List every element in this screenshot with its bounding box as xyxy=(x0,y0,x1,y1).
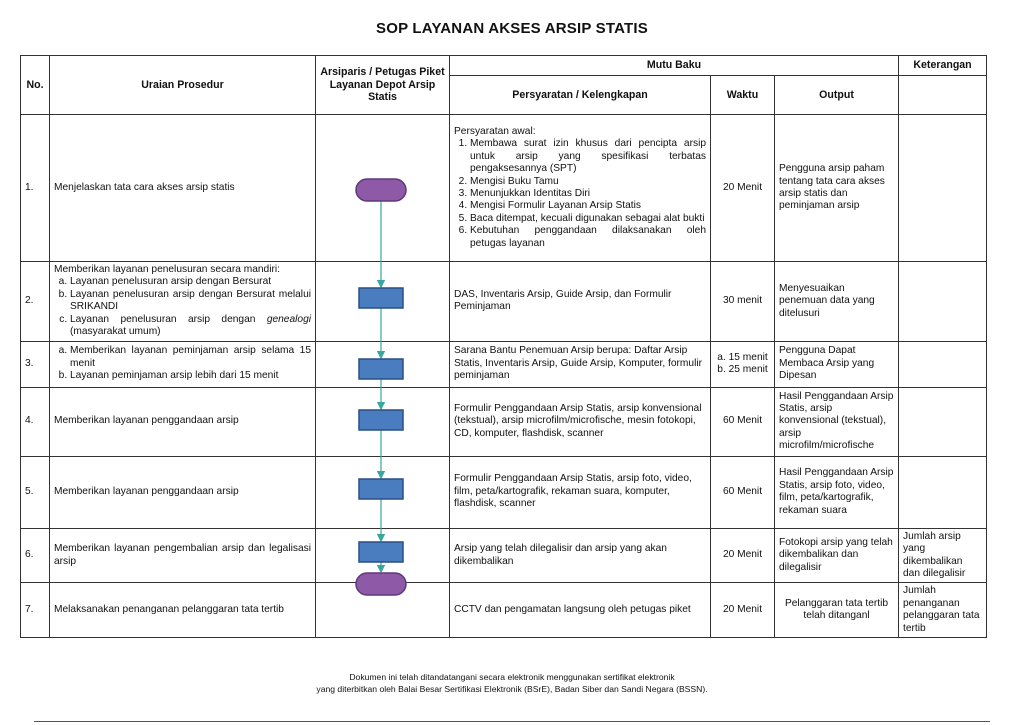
persyaratan-intro: Persyaratan awal: xyxy=(454,125,536,137)
row-number: 3. xyxy=(21,341,50,387)
row-keterangan xyxy=(899,456,987,528)
list-item: a. Layanan penelusuran arsip dengan Bersurat xyxy=(70,276,311,288)
row-number: 1. xyxy=(21,115,50,262)
row-waktu: 20 Menit xyxy=(711,583,775,638)
row-output: Pelanggaran tata tertib telah ditanganl xyxy=(775,583,899,638)
divider xyxy=(34,721,990,722)
table-row xyxy=(21,387,987,456)
table-row xyxy=(21,456,987,528)
list-item: b. Layanan penelusuran arsip dengan Bersurat melalui SRIKANDI xyxy=(70,289,311,314)
row-persyaratan: Formulir Penggandaan Arsip Statis, arsip konvensional (tekstual), arsip microfilm/microfische, mesin fotokopi, CD, komputer, flashdisk, scanner xyxy=(450,387,711,456)
row-output: Pengguna arsip paham tentang tata cara akses arsip statis dan peminjaman arsip xyxy=(775,115,899,262)
list-item: 6. Kebutuhan penggandaan dilaksanakan oleh petugas layanan xyxy=(470,225,706,250)
header-waktu: Waktu xyxy=(711,76,775,115)
list-item: b. Layanan peminjaman arsip lebih dari 15 menit xyxy=(70,370,311,382)
flow-cell xyxy=(316,115,450,262)
row-keterangan: Jumlah penanganan pelanggaran tata tertib xyxy=(899,583,987,638)
flow-cell xyxy=(316,262,450,342)
table-row xyxy=(21,115,987,262)
table-row xyxy=(21,583,987,638)
document-title: SOP LAYANAN AKSES ARSIP STATIS xyxy=(376,20,648,37)
footer-line-2: yang diterbitkan oleh Balai Besar Sertifikasi Elektronik (BSrE), Badan Siber dan Sandi Negara (BSSN). xyxy=(316,683,708,694)
list-item: 5. Baca ditempat, kecuali digunakan sebagai alat bukti xyxy=(470,213,706,225)
uraian-list xyxy=(54,345,311,382)
flow-cell xyxy=(316,341,450,387)
uraian-intro: Memberikan layanan penelusuran secara mandiri: xyxy=(54,264,280,275)
header-uraian: Uraian Prosedur xyxy=(50,56,316,115)
row-uraian: Menjelaskan tata cara akses arsip statis xyxy=(50,115,316,262)
row-output: Hasil Penggandaan Arsip Statis, arsip konvensional (tekstual), arsip microfilm/microfische xyxy=(775,387,899,456)
flow-cell xyxy=(316,387,450,456)
flow-cell xyxy=(316,456,450,528)
list-item-text: (masyarakat umum) xyxy=(70,326,161,338)
table-row xyxy=(21,341,987,387)
list-item: 3. Menunjukkan Identitas Diri xyxy=(470,188,706,200)
row-keterangan xyxy=(899,341,987,387)
list-item: 1. Membawa surat izin khusus dari pencipta arsip untuk arsip yang spesifikasi terbatas pengaksesannya (SPT) xyxy=(470,138,706,175)
row-uraian: Memberikan layanan penggandaan arsip xyxy=(50,387,316,456)
row-persyaratan: Arsip yang telah dilegalisir dan arsip yang akan dikembalikan xyxy=(450,528,711,583)
list-item xyxy=(70,314,311,339)
header-output: Output xyxy=(775,76,899,115)
row-uraian: Melaksanakan penanganan pelanggaran tata tertib xyxy=(50,583,316,638)
row-waktu: 20 Menit xyxy=(711,115,775,262)
row-waktu: 60 Menit xyxy=(711,456,775,528)
row-keterangan xyxy=(899,262,987,342)
row-number: 5. xyxy=(21,456,50,528)
footer xyxy=(0,672,1024,695)
row-keterangan: Jumlah arsip yang dikembalikan dan dilegalisir xyxy=(899,528,987,583)
table-row xyxy=(21,528,987,583)
row-uraian: Memberikan layanan penggandaan arsip xyxy=(50,456,316,528)
row-output: Hasil Penggandaan Arsip Statis, arsip foto, video, film, peta/kartografik, rekaman suara xyxy=(775,456,899,528)
uraian-list xyxy=(54,276,311,338)
row-waktu: 20 Menit xyxy=(711,528,775,583)
list-item: a. Memberikan layanan peminjaman arsip selama 15 menit xyxy=(70,345,311,370)
row-persyaratan: CCTV dan pengamatan langsung oleh petugas piket xyxy=(450,583,711,638)
row-keterangan xyxy=(899,387,987,456)
row-output: Fotokopi arsip yang telah dikembalikan dan dilegalisir xyxy=(775,528,899,583)
row-waktu: 30 menit xyxy=(711,262,775,342)
row-persyaratan: DAS, Inventaris Arsip, Guide Arsip, dan Formulir Peminjaman xyxy=(450,262,711,342)
header-persyaratan: Persyaratan / Kelengkapan xyxy=(450,76,711,115)
list-item-text: Layanan penelusuran arsip dengan xyxy=(70,313,256,325)
list-item: 4. Mengisi Formulir Layanan Arsip Statis xyxy=(470,200,706,212)
flow-cell xyxy=(316,528,450,583)
row-output: Menyesuaikan penemuan data yang ditelusuri xyxy=(775,262,899,342)
header-no: No. xyxy=(21,56,50,115)
table-row xyxy=(21,262,987,342)
list-item-italic: genealogi xyxy=(266,313,311,325)
footer-line-1: Dokumen ini telah ditandatangani secara elektronik menggunakan sertifikat elektronik xyxy=(349,672,675,682)
row-waktu xyxy=(711,341,775,387)
row-uraian xyxy=(50,262,316,342)
waktu-a: a. 15 menit xyxy=(717,351,768,363)
row-persyaratan: Formulir Penggandaan Arsip Statis, arsip foto, video, film, peta/kartografik, rekaman suara, komputer, flashdisk, scanner xyxy=(450,456,711,528)
waktu-b: b. 25 menit xyxy=(717,364,768,376)
list-item: 2. Mengisi Buku Tamu xyxy=(470,176,706,188)
row-uraian xyxy=(50,341,316,387)
persyaratan-list xyxy=(454,138,706,250)
header-keterangan: Keterangan xyxy=(899,56,987,76)
row-number: 2. xyxy=(21,262,50,342)
header-keterangan-empty xyxy=(899,76,987,115)
row-number: 7. xyxy=(21,583,50,638)
row-persyaratan: Sarana Bantu Penemuan Arsip berupa: Daftar Arsip Statis, Inventaris Arsip, Guide Arsip, Komputer, formulir peminjaman xyxy=(450,341,711,387)
header-pelaksana: Arsiparis / Petugas Piket Layanan Depot Arsip Statis xyxy=(316,56,450,115)
flow-cell xyxy=(316,583,450,638)
row-number: 6. xyxy=(21,528,50,583)
row-number: 4. xyxy=(21,387,50,456)
header-mutu-baku: Mutu Baku xyxy=(450,56,899,76)
row-keterangan xyxy=(899,115,987,262)
sop-table xyxy=(20,55,987,638)
row-output: Pengguna Dapat Membaca Arsip yang Dipesan xyxy=(775,341,899,387)
row-persyaratan xyxy=(450,115,711,262)
row-waktu: 60 Menit xyxy=(711,387,775,456)
row-uraian: Memberikan layanan pengembalian arsip dan legalisasi arsip xyxy=(50,528,316,583)
